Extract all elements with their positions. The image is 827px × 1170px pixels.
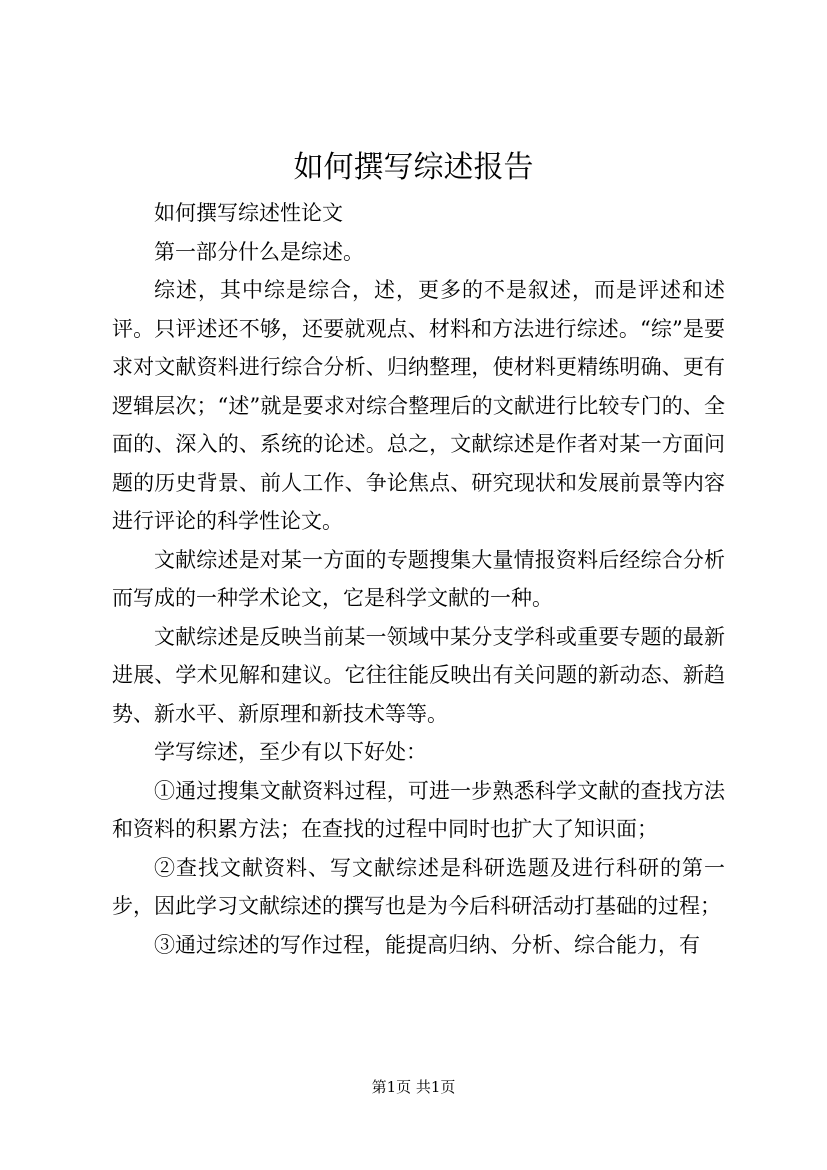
paragraph-definition: 综述，其中综是综合，述，更多的不是叙述，而是评述和述评。只评述还不够，还要就观点、材料和方法进行综述。“综”是要求对文献资料进行综合分析、归纳整理，使材料更精练明确、更有逻辑层次；“述”就是要求对综合整理后的文献进行比较专门的、全面的、深入的、系统的论述。总之，文献综述是作者对某一方面问题的历史背景、前人工作、争论焦点、研究现状和发展前景等内容进行评论的科学性论文。 (112, 278, 725, 533)
document-title: 如何撰写综述报告 (293, 150, 534, 185)
paragraph-subtitle: 如何撰写综述性论文 (154, 201, 343, 225)
paragraph-literature-review: 文献综述是对某一方面的专题搜集大量情报资料后经综合分析而写成的一种学术论文，它是科学文献的一种。 (112, 547, 725, 610)
paragraph-latest-progress: 文献综述是反映当前某一领域中某分支学科或重要专题的最新进展、学术见解和建议。它往往能反映出有关问题的新动态、新趋势、新水平、新原理和新技术等等。 (112, 624, 725, 726)
page-number-footer: 第1页 共1页 (371, 1078, 456, 1096)
paragraph-benefit-3: ③通过综述的写作过程，能提高归纳、分析、综合能力，有 (154, 932, 700, 957)
paragraph-benefits-intro: 学写综述，至少有以下好处： (154, 740, 427, 764)
document-body (112, 194, 725, 964)
paragraph-benefit-2: ②查找文献资料、写文献综述是科研选题及进行科研的第一步，因此学习文献综述的撰写也是为今后科研活动打基础的过程； (112, 855, 725, 918)
paragraph-section-heading: 第一部分什么是综述。 (154, 239, 364, 264)
paragraph-benefit-1: ①通过搜集文献资料过程，可进一步熟悉科学文献的查找方法和资料的积累方法；在查找的过程中同时也扩大了知识面； (112, 778, 725, 841)
